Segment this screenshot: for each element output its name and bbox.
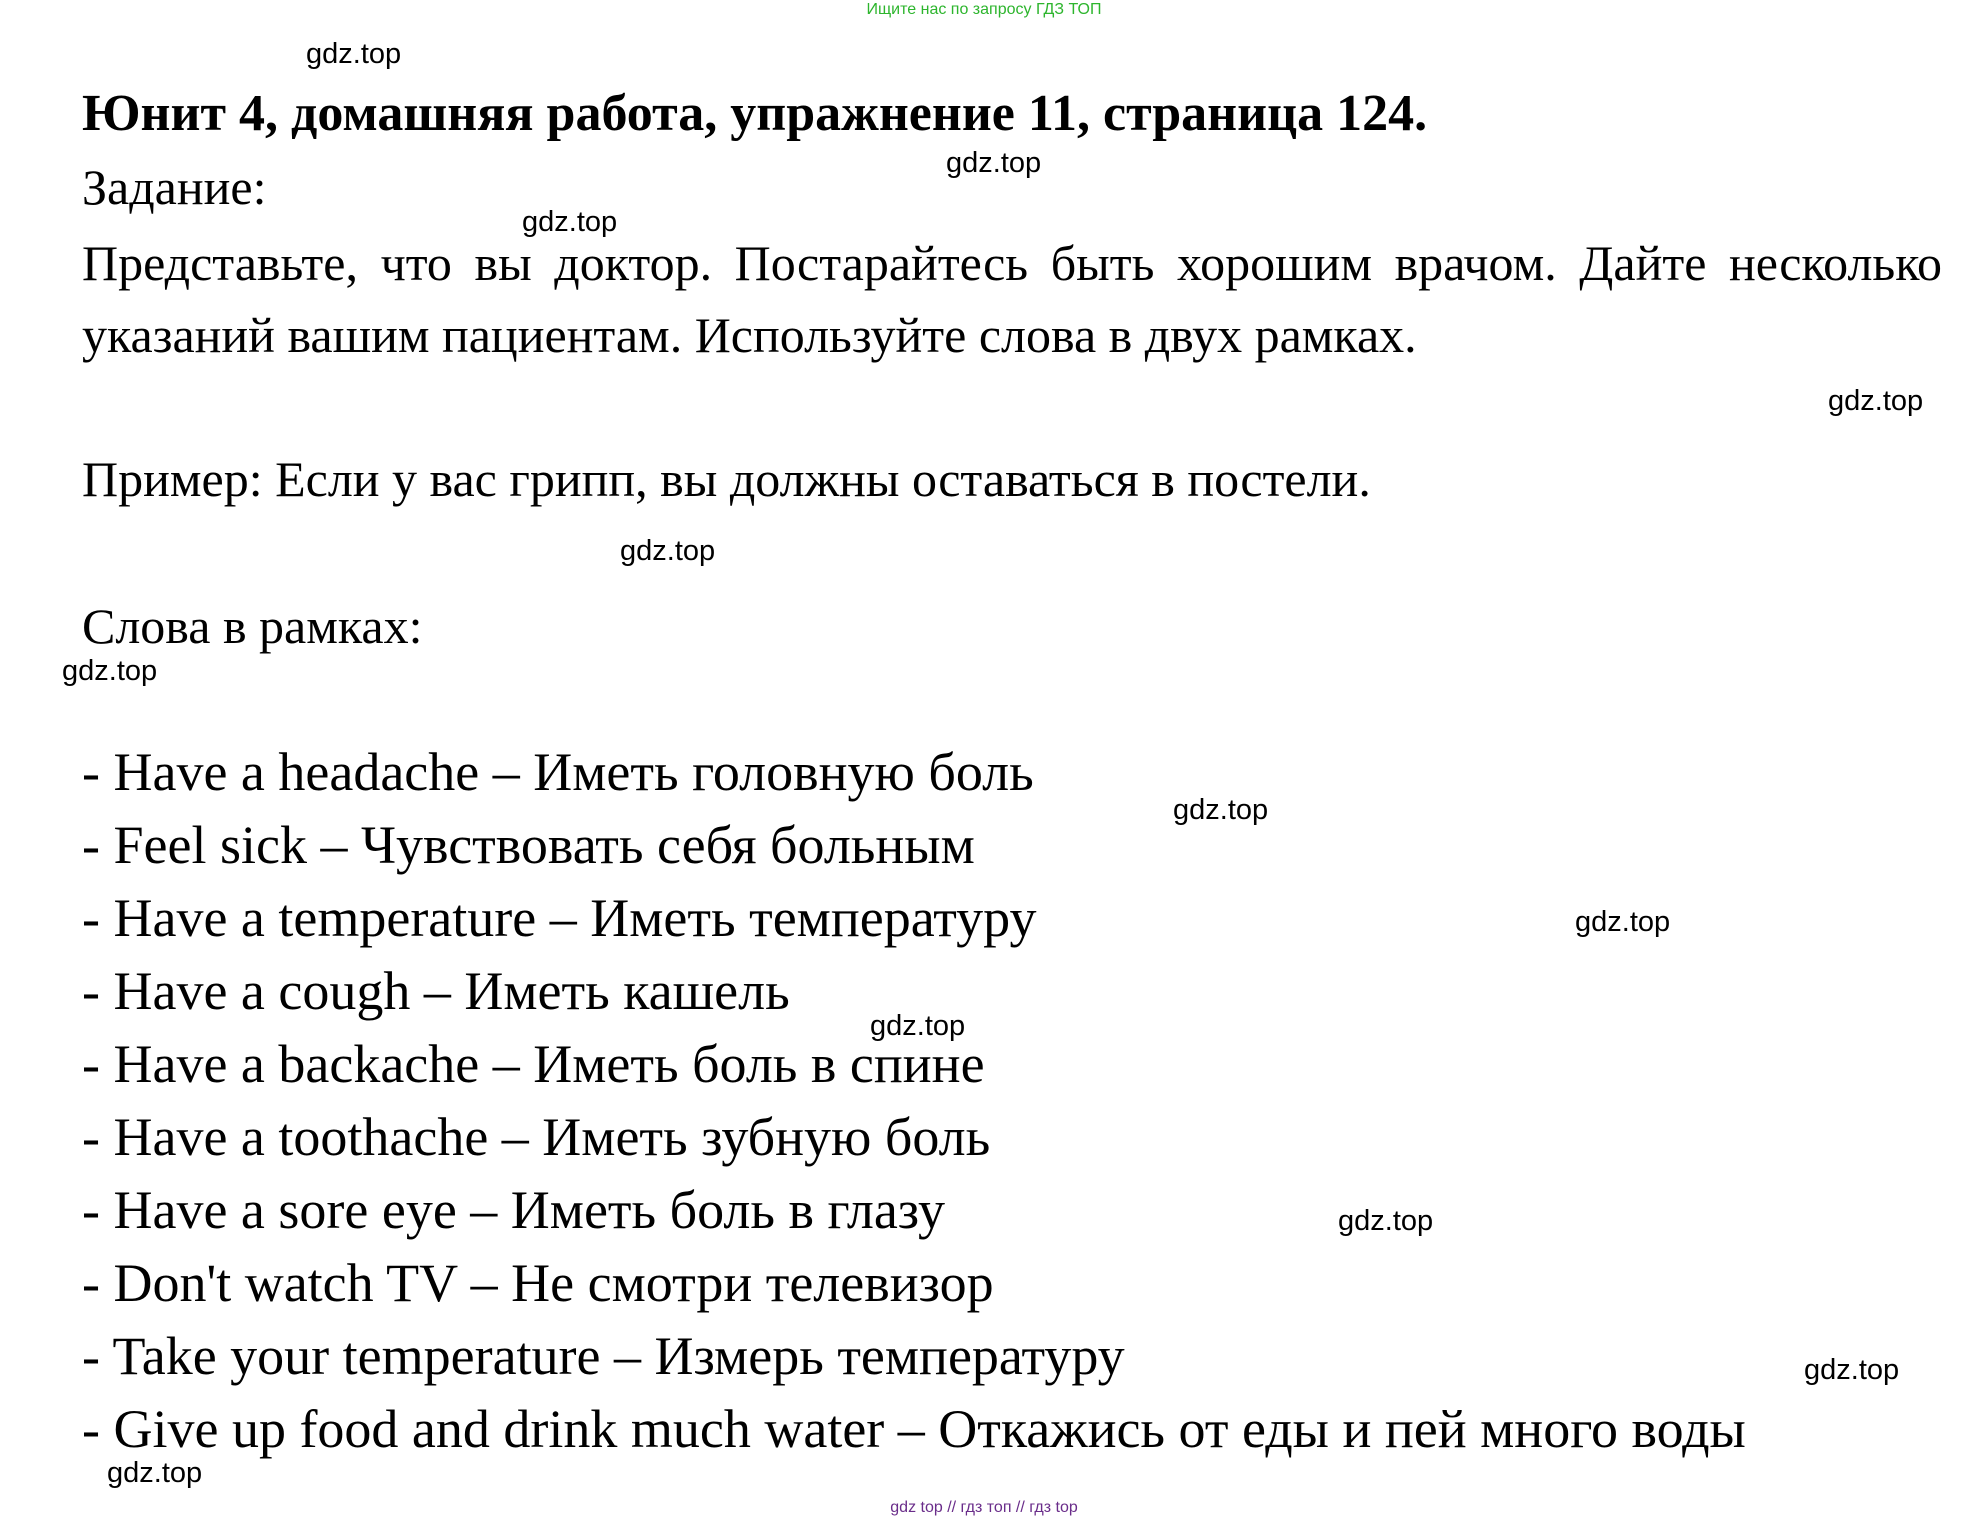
watermark: gdz.top (306, 38, 402, 70)
watermark: gdz.top (620, 535, 716, 567)
watermark: gdz.top (1173, 794, 1269, 826)
word-item: - Feel sick – Чувствовать себя больным (82, 815, 975, 875)
word-list (82, 736, 1746, 1466)
watermark: gdz.top (1828, 385, 1924, 417)
page-title: Юнит 4, домашняя работа, упражнение 11, страница 124. (82, 85, 1428, 142)
watermark: gdz.top (870, 1010, 966, 1042)
top-banner: Ищите нас по запросу ГДЗ ТОП (866, 1, 1102, 18)
footer-watermark: gdz top // гдз топ // гдз top (890, 1499, 1078, 1516)
word-item: - Have a backache – Иметь боль в спине (82, 1034, 985, 1094)
word-item: - Have a temperature – Иметь температуру (82, 888, 1037, 948)
watermark: gdz.top (522, 206, 618, 238)
words-label: Слова в рамках: (82, 598, 423, 654)
watermark: gdz.top (1575, 906, 1671, 938)
watermark: gdz.top (62, 655, 158, 687)
word-item: - Have a toothache – Иметь зубную боль (82, 1107, 991, 1167)
word-item: - Have a sore eye – Иметь боль в глазу (82, 1180, 945, 1240)
word-item: - Take your temperature – Измерь температуру (82, 1326, 1125, 1386)
watermark: gdz.top (946, 147, 1042, 179)
watermark: gdz.top (1804, 1354, 1900, 1386)
example-text: Пример: Если у вас грипп, вы должны оставаться в постели. (82, 451, 1371, 507)
word-item: - Don't watch TV – Не смотри телевизор (82, 1253, 994, 1313)
watermark: gdz.top (107, 1457, 203, 1489)
word-item: - Have a headache – Иметь головную боль (82, 742, 1034, 802)
task-text: Представьте, что вы доктор. Постарайтесь быть хорошим врачом. Дайте несколько указаний вашим пациентам. Используйте слова в двух рамках. (82, 235, 1942, 363)
task-label: Задание: (82, 159, 267, 215)
word-item: - Have a cough – Иметь кашель (82, 961, 790, 1021)
watermark: gdz.top (1338, 1205, 1434, 1237)
word-item: - Give up food and drink much water – Откажись от еды и пей много воды (82, 1399, 1746, 1459)
